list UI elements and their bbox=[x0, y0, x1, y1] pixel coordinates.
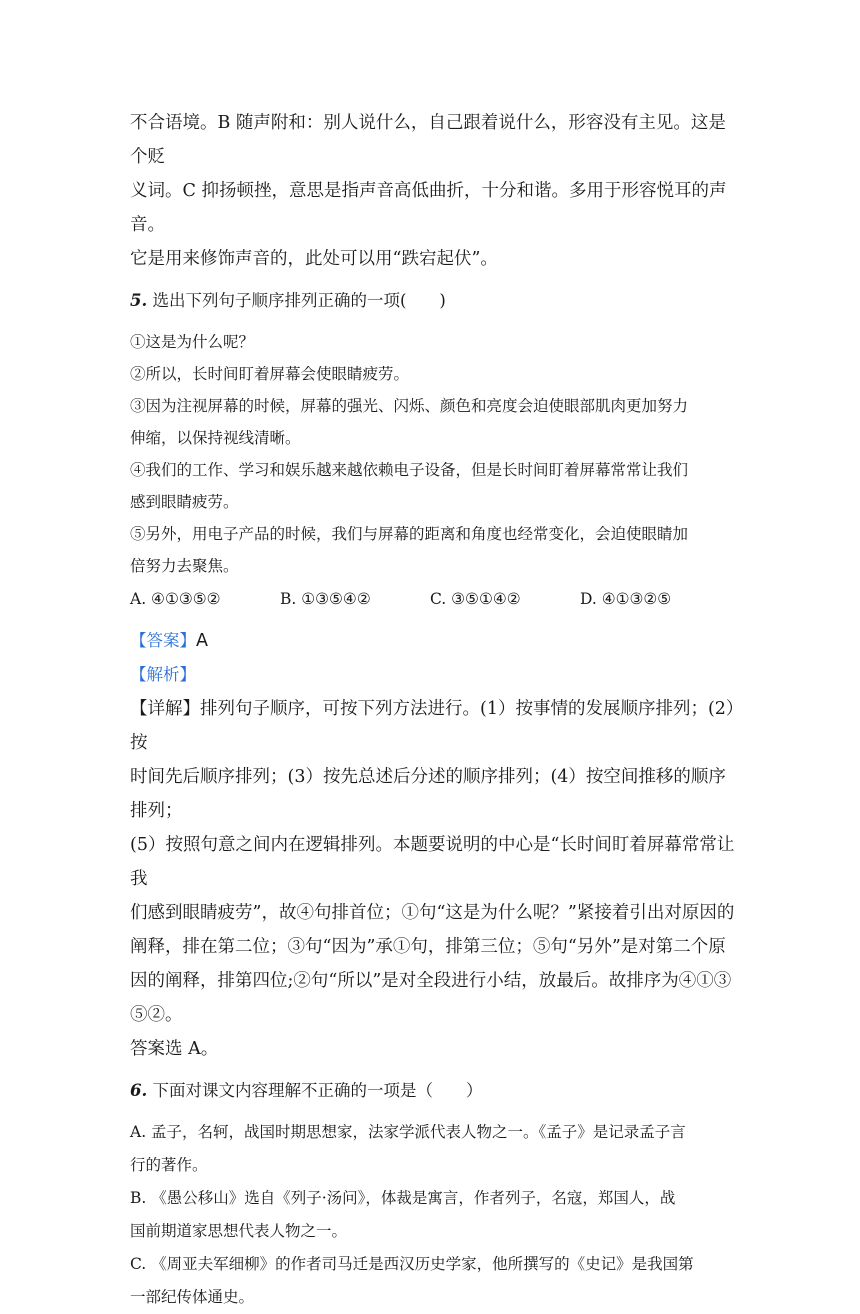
previous-analysis bbox=[130, 106, 740, 276]
analysis-line: 不合语境。B 随声附和：别人说什么，自己跟着说什么，形容没有主见。这是个贬 bbox=[130, 113, 726, 167]
option-line: 国前期道家思想代表人物之一。 bbox=[130, 1222, 348, 1240]
question-text: 下面对课文内容理解不正确的一项是（ ） bbox=[147, 1081, 483, 1100]
answer-value: A bbox=[196, 631, 208, 651]
option-line: C. 《周亚夫军细柳》的作者司马迁是西汉历史学家，他所撰写的《史记》是我国第 bbox=[130, 1255, 694, 1273]
choice-a: A. ④①③⑤② bbox=[130, 590, 221, 608]
option-line: 一部纪传体通史。 bbox=[130, 1288, 255, 1306]
option-line: B. 《愚公移山》选自《列子·汤问》，体裁是寓言，作者列子，名寇，郑国人，战 bbox=[130, 1189, 676, 1207]
explain-line: 【详解】排列句子顺序，可按下列方法进行。(1）按事情的发展顺序排列；(2）按 bbox=[130, 699, 735, 753]
explain-tag: 【解析】 bbox=[130, 665, 196, 684]
explain-line: 时间先后顺序排列；(3）按先总述后分述的顺序排列；(4）按空间推移的顺序排列； bbox=[130, 767, 726, 821]
explain-line: 阐释，排在第二位；③句“因为”承①句，排第三位；⑤句“另外”是对第二个原 bbox=[130, 937, 726, 957]
sentence-item: ①这是为什么呢？ bbox=[130, 333, 255, 351]
question-5 bbox=[130, 284, 740, 1066]
sentence-item: ④我们的工作、学习和娱乐越来越依赖电子设备，但是长时间盯着屏幕常常让我们 bbox=[130, 461, 689, 479]
answer-choices bbox=[130, 582, 740, 616]
analysis-line: 它是用来修饰声音的，此处可以用“跌宕起伏”。 bbox=[130, 249, 498, 269]
choice-b: B. ①③⑤④② bbox=[280, 590, 371, 608]
option-line: 行的著作。 bbox=[130, 1156, 208, 1174]
choice-d: D. ④①③②⑤ bbox=[580, 590, 672, 608]
sentence-item: 倍努力去聚焦。 bbox=[130, 557, 239, 575]
analysis-line: 义词。C 抑扬顿挫，意思是指声音高低曲折，十分和谐。多用于形容悦耳的声音。 bbox=[130, 181, 727, 235]
explain-line: 因的阐释，排第四位;②句“所以”是对全段进行小结，放最后。故排序为④①③⑤②。 bbox=[130, 971, 732, 1025]
question-title bbox=[130, 284, 740, 318]
answer-tag: 【答案】 bbox=[130, 631, 196, 650]
choice-c: C. ③⑤①④② bbox=[430, 590, 521, 608]
question-text: 选出下列句子顺序排列正确的一项( ) bbox=[147, 291, 446, 310]
option-line: A. 孟子，名轲，战国时期思想家，法家学派代表人物之一。《孟子》是记录孟子言 bbox=[130, 1123, 686, 1141]
sentence-item: 伸缩，以保持视线清晰。 bbox=[130, 429, 301, 447]
sentence-item: 感到眼睛疲劳。 bbox=[130, 493, 239, 511]
question-number: 6. bbox=[130, 1081, 148, 1100]
question-number: 5. bbox=[130, 291, 148, 310]
answer-line bbox=[130, 624, 740, 658]
explain-line: 们感到眼睛疲劳”，故④句排首位；①句“这是为什么呢？”紧接着引出对原因的 bbox=[130, 903, 735, 923]
sentence-item: ⑤另外，用电子产品的时候，我们与屏幕的距离和角度也经常变化，会迫使眼睛加 bbox=[130, 525, 689, 543]
question-6 bbox=[130, 1074, 740, 1314]
sentence-item: ③因为注视屏幕的时候，屏幕的强光、闪烁、颜色和亮度会迫使眼部肌肉更加努力 bbox=[130, 397, 689, 415]
question-title bbox=[130, 1074, 740, 1108]
explain-line: (5）按照句意之间内在逻辑排列。本题要说明的中心是“长时间盯着屏幕常常让我 bbox=[130, 835, 735, 889]
document-page bbox=[130, 106, 740, 1314]
explain-line: 答案选 A。 bbox=[130, 1039, 219, 1059]
sentence-item: ②所以，长时间盯着屏幕会使眼睛疲劳。 bbox=[130, 365, 410, 383]
